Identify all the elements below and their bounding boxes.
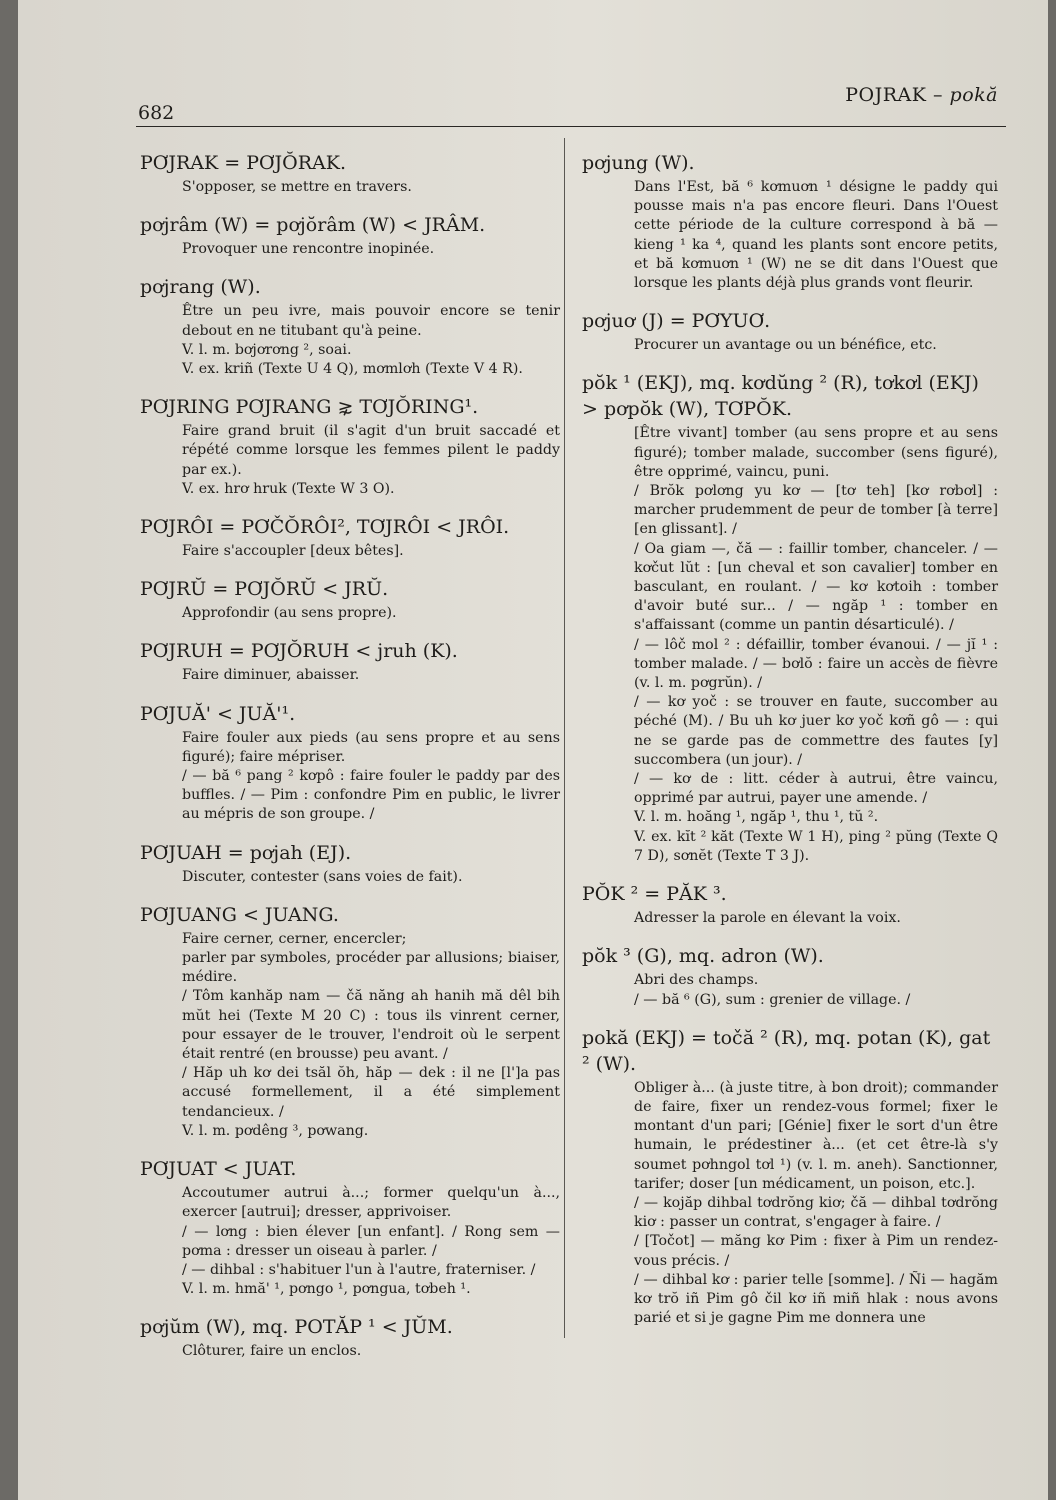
- running-head: [845, 84, 998, 106]
- header-rule: [136, 126, 1006, 127]
- headword: pơjuơ (J) = PƠYUƠ.: [582, 310, 771, 333]
- entry: [140, 638, 560, 685]
- entry: [582, 308, 998, 355]
- entry: [140, 150, 560, 197]
- headword: PƠJRAK = PƠJŎRAK.: [140, 152, 347, 174]
- definition-line: / — lôč mol ² : défaillir, tomber évanoui. / — jĭ ¹ : tomber malade. / — bơlŏ : faire un accès de fièvre (v. l. m. pơgrŭn). /: [634, 636, 998, 692]
- definition-line: Clôturer, faire un enclos.: [182, 1343, 362, 1360]
- definition-line: / — dihbal kơ : parier telle [somme]. / Ñi — hagăm kơ trŏ iñ Pim gô čil kơ iñ miñ hlak : nous avons parié et si je gagne Pim me donnera une: [634, 1271, 998, 1327]
- headword: PƠJUĂ' < JUĂ'¹.: [140, 702, 296, 725]
- definition-line: / Hăp uh kơ dei tsăl ŏh, hăp — dek : il ne [l']a pas accusé formellement, il a été simplement tendancieux. /: [182, 1065, 560, 1120]
- headword: pơjŭm (W), mq. POTĂP ¹ < JŬM.: [140, 1316, 453, 1339]
- headword: PƠJUAH = pơjah (EJ).: [140, 841, 352, 864]
- entry: [140, 576, 560, 623]
- headword: PƠJRÔI = PƠČŎRÔI², TƠJRÔI < JRÔI.: [140, 516, 510, 539]
- definition-line: Approfondir (au sens propre).: [182, 605, 397, 622]
- definition: [140, 240, 560, 259]
- headword: PƠJRŬ = PƠJŎRŬ < JRŬ.: [140, 578, 389, 601]
- definition: [582, 909, 998, 928]
- definition-line: Faire diminuer, abaisser.: [182, 667, 360, 684]
- definition-line: S'opposer, se mettre en travers.: [182, 179, 412, 195]
- definition-line: Obliger à... (à juste titre, à bon droit); commander de faire, fixer un rendez-vous formel; fixer le montant d'un pari; [Génie] fixer le sort d'un être humain, le prédestiner à... (et cet être-là s'y soumet pơhngol tơl ¹) (v. l. m. aneh). Sanctionner, tarifer; doser [un médicament, un poison, etc.].: [634, 1079, 998, 1192]
- definition-line: Accoutumer autrui à...; former quelqu'un à..., exercer [autrui]; dresser, apprivoiser.: [182, 1185, 560, 1221]
- entry: [582, 150, 998, 293]
- entry: [582, 1025, 998, 1329]
- definition-line: Procurer un avantage ou un bénéfice, etc.: [634, 337, 937, 354]
- definition: [140, 1184, 560, 1299]
- definition-line: / Oa giam —, čă — : faillir tomber, chanceler. / — kơčut lŭt : [un cheval et son cavalier] tomber en basculant, en roulant. / — kơ kơtoih : tomber d'avoir buté sur... / — ngăp ¹ : tomber en s'affaissant (comme un pantin désarticulé). /: [634, 540, 998, 634]
- definition-line: / — dihbal : s'habituer l'un à l'autre, fraterniser. /: [182, 1261, 536, 1278]
- definition: [140, 666, 560, 685]
- definition: [582, 336, 998, 355]
- definition-line: / — kơ de : litt. céder à autrui, être vaincu, opprimé par autrui, payer une amende. /: [634, 771, 998, 807]
- entry: [140, 514, 560, 561]
- entry: [140, 212, 560, 259]
- entry: [582, 370, 998, 866]
- headword: pơjung (W).: [582, 152, 695, 174]
- definition-line: / — lơng : bien élever [un enfant]. / Rong sem — pơma : dresser un oiseau à parler. /: [182, 1223, 560, 1259]
- headword: PƠJUANG < JUANG.: [140, 903, 339, 926]
- entry: [140, 274, 560, 379]
- entry: [140, 840, 560, 887]
- definition: [582, 1079, 998, 1329]
- headword: pơjrâm (W) = pơjŏrâm (W) < JRÂM.: [140, 214, 486, 237]
- definition-line: parler par symboles, procéder par allusions; biaiser, médire.: [182, 950, 560, 986]
- column-divider: [564, 138, 565, 1338]
- definition: [140, 422, 560, 499]
- headword: pơjrang (W).: [140, 276, 261, 299]
- entry: [140, 902, 560, 1141]
- entry: [140, 394, 560, 499]
- definition: [140, 729, 560, 825]
- definition-line: / — bă ⁶ pang ² kơpô : faire fouler le paddy par des buffles. / — Pim : confondre Pim en public, le livrer au mépris de son groupe. /: [182, 768, 560, 823]
- entry: [140, 1156, 560, 1299]
- definition-line: Faire cerner, cerner, encercler;: [182, 930, 407, 947]
- definition-line: [Être vivant] tomber (au sens propre et au sens figuré); tomber malade, succomber (sens figuré), être opprimé, vaincu, puni.: [634, 425, 998, 480]
- definition: [140, 1342, 560, 1361]
- entry: [582, 881, 998, 928]
- definition-line: / — kơ yoč : se trouver en faute, succomber au péché (M). / Bu uh kơ juer kơ yoč kơñ gô — : qui ne se garde pas de commettre des fautes [y] succombera (un jour). /: [634, 694, 998, 768]
- running-head-left: POJRAK –: [845, 84, 943, 106]
- definition-line: V. ex. hrơ hruk (Texte W 3 O).: [182, 480, 395, 497]
- definition-line: V. l. m. hmă' ¹, pơngo ¹, pơngua, tơbeh ¹.: [182, 1281, 471, 1298]
- definition-line: Être un peu ivre, mais pouvoir encore se tenir debout en ne titubant qu'à peine.: [182, 303, 560, 339]
- headword: PƠJUAT < JUAT.: [140, 1158, 297, 1181]
- entry: [582, 943, 998, 1009]
- headword: PƠJRUH = PƠJŎRUH < jruh (K).: [140, 640, 458, 663]
- definition-line: Dans l'Est, bă ⁶ kơmuơn ¹ désigne le paddy qui pousse mais n'a pas encore fleuri. Dans l'Ouest cette période de la culture correspond à bă — kieng ¹ ka ⁴, quand les plants sont encore petits, et bă kơmuơn ¹ (W) ne se dit dans l'Ouest que lorsque les plants déjà plus grands vont fleurir.: [634, 179, 998, 292]
- definition-line: Abri des champs.: [634, 972, 759, 989]
- left-column: [140, 150, 560, 1377]
- definition: [582, 971, 998, 1009]
- definition-line: / — kojăp dihbal tơdrŏng kiơ; čă — dihbal tơdrŏng kiơ : passer un contrat, s'engager à faire. /: [634, 1194, 998, 1231]
- headword: PƠJRING PƠJRANG ⋧ TƠJŎRING¹.: [140, 396, 479, 419]
- definition: [140, 930, 560, 1141]
- definition-line: Discuter, contester (sans voies de fait).: [182, 868, 463, 885]
- definition-line: V. ex. kriñ (Texte U 4 Q), mơmlơh (Texte V 4 R).: [182, 361, 523, 378]
- definition-line: Faire s'accoupler [deux bêtes].: [182, 543, 404, 560]
- definition: [140, 604, 560, 623]
- headword: pŏk ¹ (EKJ), mq. kơdŭng ² (R), tơkơl (EKJ) > pơpŏk (W), TƠPŎK.: [582, 372, 979, 421]
- definition: [140, 302, 560, 379]
- definition-line: / [Točot] — măng kơ Pim : fixer à Pim un rendez-vous précis. /: [634, 1233, 998, 1269]
- definition-line: / Tôm kanhăp nam — čă năng ah hanih mă dêl bih mŭt hei (Texte M 20 C) : tous ils vinrent cerner, pour essayer de le trouver, l'endroit où le serpent était rentré (en brousse) peu avant. /: [182, 988, 560, 1063]
- definition: [140, 868, 560, 887]
- definition-line: V. ex. kĭt ² kăt (Texte W 1 H), ping ² pŭng (Texte Q 7 D), sơnĕt (Texte T 3 J).: [634, 828, 998, 864]
- definition: [140, 178, 560, 197]
- definition-line: Faire fouler aux pieds (au sens propre et au sens figuré); faire mépriser.: [182, 729, 560, 765]
- definition-line: V. l. m. pơdêng ³, pơwang.: [182, 1122, 369, 1139]
- right-column: [582, 150, 998, 1343]
- definition: [140, 542, 560, 561]
- definition: [582, 178, 998, 293]
- definition-line: Provoquer une rencontre inopinée.: [182, 241, 435, 258]
- dictionary-page: [18, 0, 1048, 1500]
- definition: [582, 424, 998, 866]
- definition-line: / Brŏk pơlơng yu kơ — [tơ teh] [kơ rơbơl] : marcher prudemment de peur de tomber [à terre] [en glissant]. /: [634, 483, 998, 538]
- headword: pokă (EKJ) = točă ² (R), mq. potan (K), gat ² (W).: [582, 1026, 991, 1075]
- running-head-right: pokă: [949, 84, 998, 106]
- entry: [140, 701, 560, 825]
- headword: PŎK ² = PĂK ³.: [582, 883, 727, 906]
- definition-line: V. l. m. hoăng ¹, ngăp ¹, thu ¹, tŭ ².: [634, 809, 879, 826]
- definition-line: Adresser la parole en élevant la voix.: [634, 910, 901, 927]
- definition-line: / — bă ⁶ (G), sum : grenier de village. /: [634, 991, 911, 1008]
- definition-line: Faire grand bruit (il s'agit d'un bruit saccadé et répété comme lorsque les femmes pilent le paddy par ex.).: [182, 423, 560, 478]
- definition-line: V. l. m. bơjơrơng ², soai.: [182, 341, 352, 358]
- entry: [140, 1314, 560, 1361]
- headword: pŏk ³ (G), mq. adron (W).: [582, 945, 824, 968]
- page-number: 682: [138, 102, 175, 124]
